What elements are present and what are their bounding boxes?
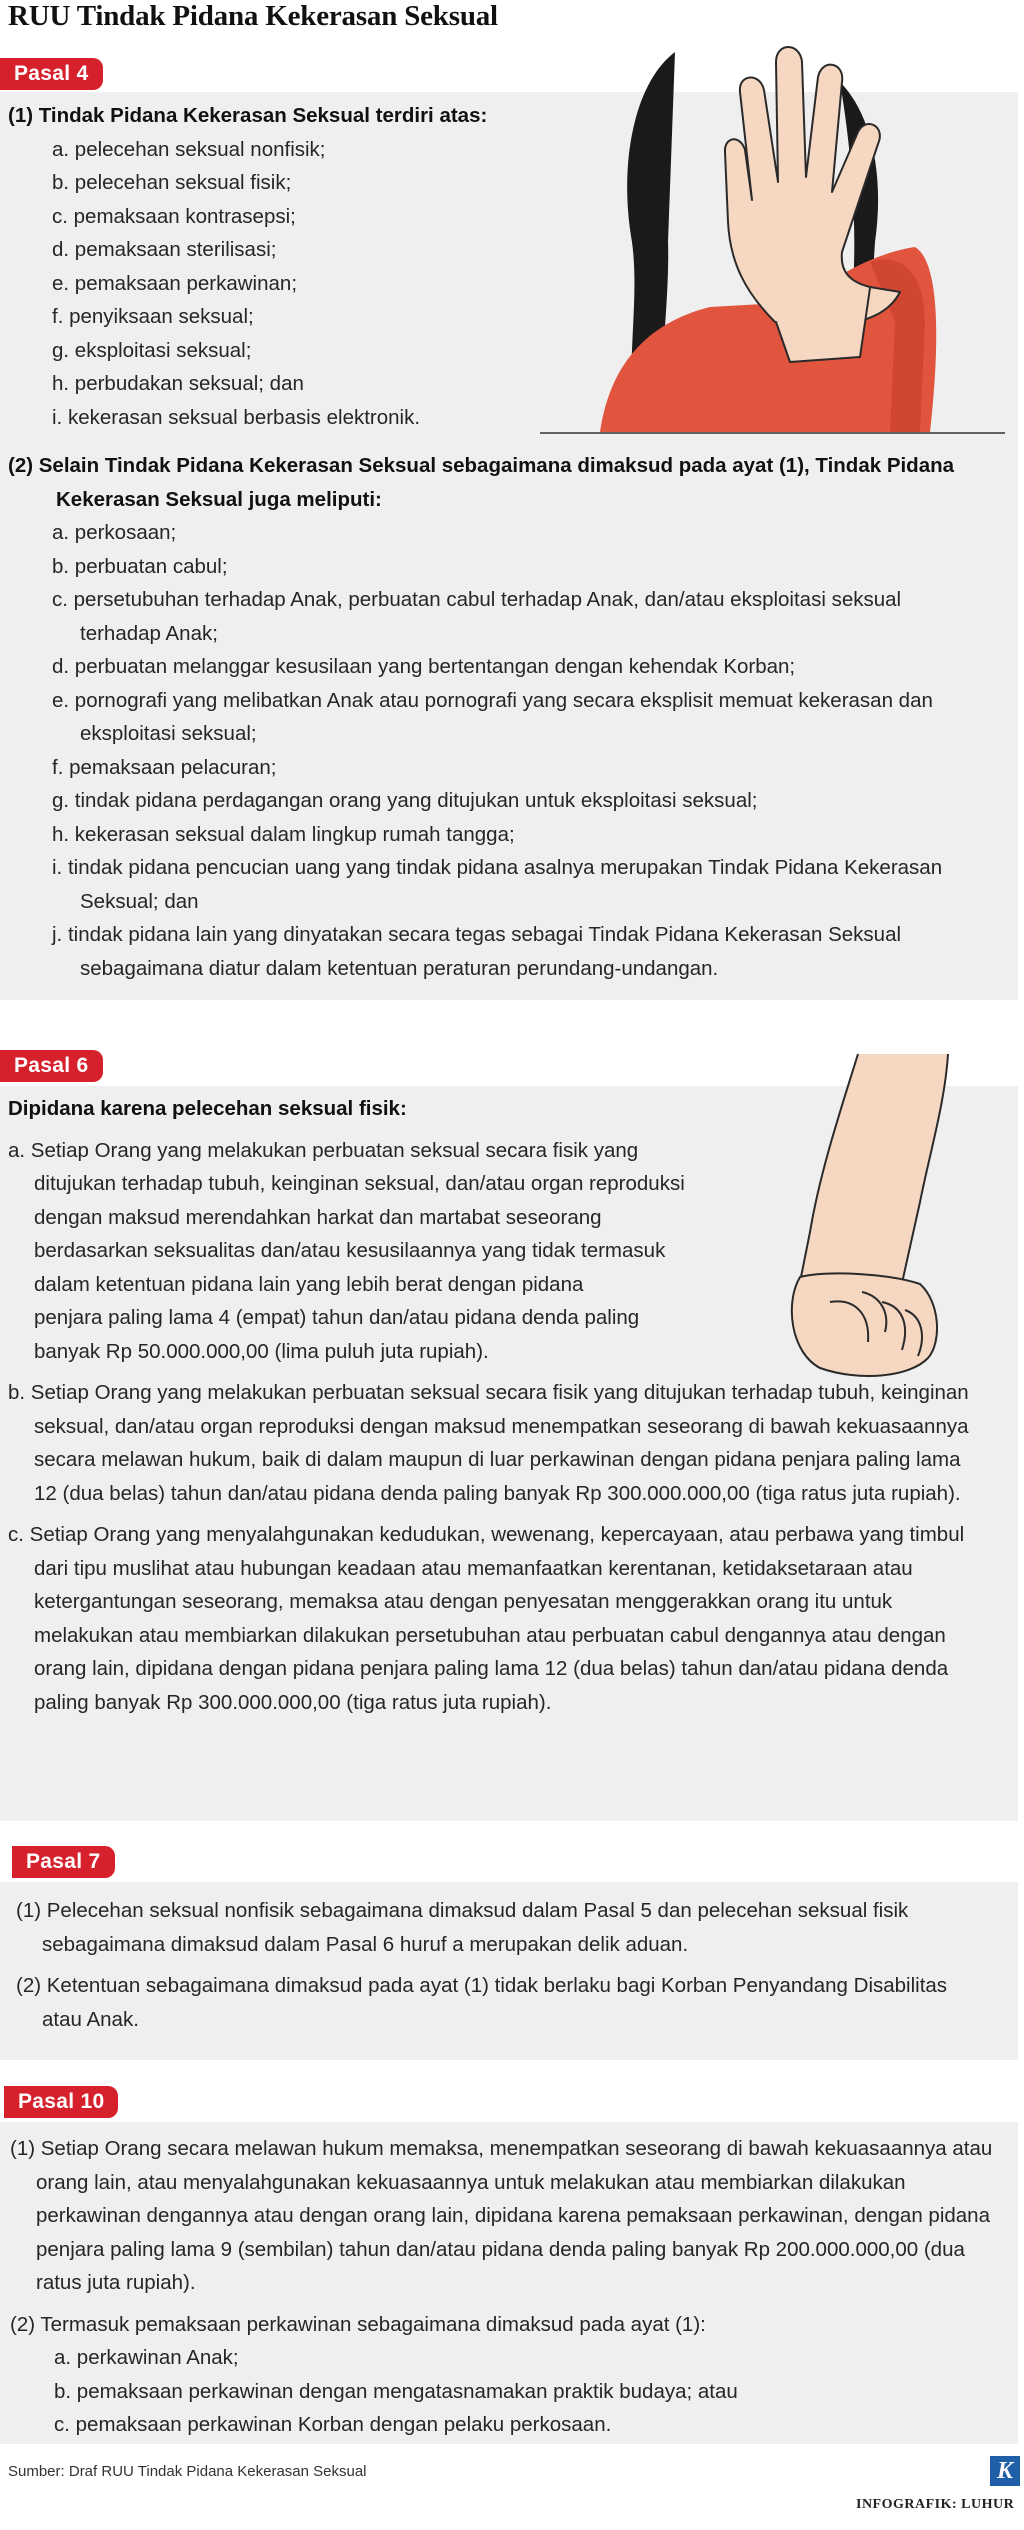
list-item: i. kekerasan seksual berbasis elektronik. — [52, 405, 421, 429]
list-item: e. pornografi yang melibatkan Anak atau pornografi yang secara eksplisit memuat kekerasan dan eksploitasi seksual; — [52, 688, 933, 745]
pasal7-body — [16, 1894, 966, 2036]
source-note: Sumber: Draf RUU Tindak Pidana Kekerasan Seksual — [8, 2463, 367, 2480]
pasal7-item-2: (2) Ketentuan sebagaimana dimaksud pada ayat (1) tidak berlaku bagi Korban Penyandang Disabilitas atau Anak. — [16, 1974, 948, 2031]
pasal6-item-b: b. Setiap Orang yang melakukan perbuatan seksual secara fisik yang ditujukan terhadap tubuh, keinginan seksual, dan/atau organ reproduksi dengan maksud menempatkan seseorang di bawah kekuasaannya secara melawan hukum, baik di dalam maupun di luar perkawinan dengan pidana penjara paling lama 12 (dua belas) tahun dan/atau pidana denda paling banyak Rp 300.000.000,00 (tiga ratus juta rupiah). — [8, 1381, 969, 1505]
list-item: g. tindak pidana perdagangan orang yang ditujukan untuk eksploitasi seksual; — [52, 789, 758, 812]
pasal10-item-2: (2) Termasuk pemaksaan perkawinan sebagaimana dimaksud pada ayat (1): — [10, 2312, 706, 2336]
pasal4-ayat2-heading: (2) Selain Tindak Pidana Kekerasan Seksual sebagaimana dimaksud pada ayat (1), Tindak Pidana Kekerasan Seksual juga meliputi: — [8, 454, 955, 511]
pasal6-heading: Dipidana karena pelecehan seksual fisik: — [8, 1097, 407, 1120]
pasal6-tag: Pasal 6 — [0, 1050, 103, 1082]
list-item: d. pemaksaan sterilisasi; — [52, 238, 277, 261]
list-item: j. tindak pidana lain yang dinyatakan secara tegas sebagai Tindak Pidana Kekerasan Seksual sebagaimana diatur dalam ketentuan peraturan perundang-undangan. — [52, 923, 902, 980]
pasal10-body — [10, 2132, 1000, 2442]
text-line: penjara paling lama 4 (empat) tahun dan/atau pidana denda paling — [34, 1306, 640, 1329]
text-line: banyak Rp 50.000.000,00 (lima puluh juta rupiah). — [34, 1339, 489, 1363]
pasal4-tag: Pasal 4 — [0, 58, 103, 90]
infographic-credit: INFOGRAFIK: LUHUR — [856, 2497, 1015, 2512]
list-item: h. perbudakan seksual; dan — [52, 372, 304, 395]
list-item: e. pemaksaan perkawinan; — [52, 271, 298, 295]
list-item: b. pelecehan seksual fisik; — [52, 171, 292, 194]
text-line: a. Setiap Orang yang melakukan perbuatan seksual secara fisik yang — [8, 1138, 639, 1162]
pasal7-tag: Pasal 7 — [12, 1846, 115, 1878]
text-line: ditujukan terhadap tubuh, keinginan seksual, dan/atau organ reproduksi — [34, 1172, 685, 1195]
hand-stop-illustration — [540, 22, 1020, 438]
text-line: dengan maksud merendahkan harkat dan martabat seseorang — [34, 1205, 602, 1229]
pasal4-ayat2 — [8, 449, 968, 985]
list-item: b. perbuatan cabul; — [52, 554, 228, 578]
pasal10-item-1: (1) Setiap Orang secara melawan hukum memaksa, menempatkan seseorang di bawah kekuasaannya atau orang lain, atau menyalahgunakan kekuasaannya untuk melakukan atau membiarkan dilakukan perkawinan dengannya atau dengan orang lain, dipidana karena pemaksaan perkawinan, dengan pidana penjara paling lama 9 (sembilan) tahun dan/atau pidana denda paling banyak Rp 200.000.000,00 (dua ratus juta rupiah). — [10, 2137, 993, 2294]
list-item: h. kekerasan seksual dalam lingkup rumah tangga; — [52, 822, 515, 846]
pasal4-ayat1 — [8, 99, 568, 434]
pasal7-item-1: (1) Pelecehan seksual nonfisik sebagaimana dimaksud dalam Pasal 5 dan pelecehan seksual fisik sebagaimana dimaksud dalam Pasal 6 huruf a merupakan delik aduan. — [16, 1899, 909, 1956]
text-line: dalam ketentuan pidana lain yang lebih berat dengan pidana — [34, 1272, 584, 1296]
list-item: f. pemaksaan pelacuran; — [52, 755, 277, 779]
list-item: c. persetubuhan terhadap Anak, perbuatan cabul terhadap Anak, dan/atau eksploitasi seksual terhadap Anak; — [52, 588, 902, 645]
list-item: a. perkosaan; — [52, 521, 177, 544]
pasal4-ayat1-heading: (1) Tindak Pidana Kekerasan Seksual terdiri atas: — [8, 104, 488, 127]
list-item: g. eksploitasi seksual; — [52, 338, 252, 362]
pasal6-body — [8, 1092, 998, 1719]
page-title: RUU Tindak Pidana Kekerasan Seksual — [8, 0, 498, 32]
list-item: a. pelecehan seksual nonfisik; — [52, 137, 326, 161]
list-item: b. pemaksaan perkawinan dengan mengatasnamakan praktik budaya; atau — [54, 2379, 738, 2403]
list-item: f. penyiksaan seksual; — [52, 305, 254, 328]
list-item: d. perbuatan melanggar kesusilaan yang bertentangan dengan kehendak Korban; — [52, 655, 796, 678]
list-item: a. perkawinan Anak; — [54, 2346, 239, 2369]
kompas-logo: K — [990, 2456, 1020, 2486]
list-item: c. pemaksaan perkawinan Korban dengan pelaku perkosaan. — [54, 2413, 612, 2436]
pasal10-tag: Pasal 10 — [4, 2086, 118, 2118]
list-item: i. tindak pidana pencucian uang yang tindak pidana asalnya merupakan Tindak Pidana Kekerasan Seksual; dan — [52, 856, 943, 913]
text-line: berdasarkan seksualitas dan/atau kesusilaannya yang tidak termasuk — [34, 1239, 666, 1262]
list-item: c. pemaksaan kontrasepsi; — [52, 204, 296, 228]
pasal6-item-c: c. Setiap Orang yang menyalahgunakan kedudukan, wewenang, kepercayaan, atau perbawa yang timbul dari tipu muslihat atau hubungan keadaan atau memanfaatkan kerentanan, ketidaksetaraan atau ketergantungan seseorang, memaksa atau dengan penyesatan menggerakkan orang itu untuk melakukan atau membiarkan dilakukan persetubuhan atau perbuatan cabul dengannya atau dengan orang lain, dipidana dengan pidana penjara paling lama 12 (dua belas) tahun dan/atau pidana denda paling banyak Rp 300.000.000,00 (tiga ratus juta rupiah). — [8, 1523, 965, 1714]
pasal6-item-a — [8, 1134, 998, 1369]
